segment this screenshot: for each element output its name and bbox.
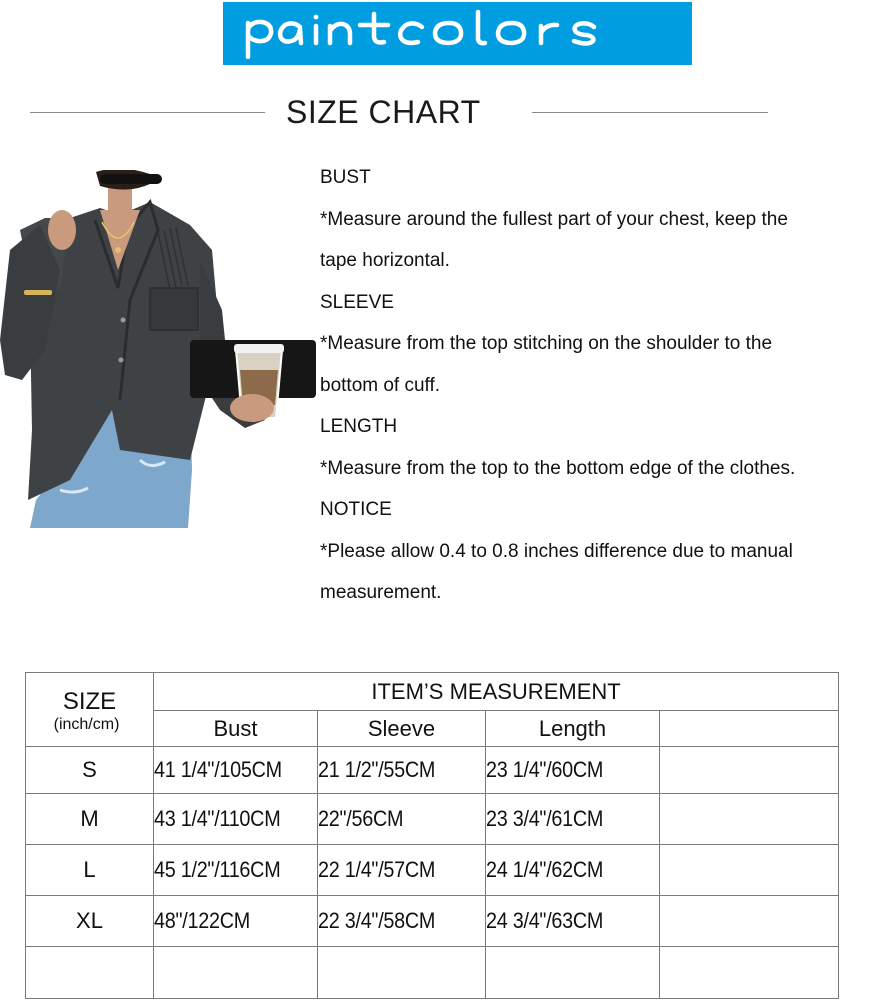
bust-cell — [154, 794, 318, 845]
note-notice-text: *Please allow 0.4 to 0.8 inches difference due to manual — [320, 540, 793, 562]
column-header-sleeve: Sleeve — [318, 711, 486, 747]
extra-cell — [660, 896, 839, 947]
table-header-row — [26, 673, 839, 711]
size-header: SIZE — [62, 687, 117, 715]
title-divider-right — [532, 112, 768, 113]
note-bust-label: BUST — [320, 167, 371, 188]
note-length-text: *Measure from the top to the bottom edge of the clothes. — [320, 457, 796, 479]
sleeve-value: 22 1/4"/57CM — [318, 857, 436, 882]
size-chart-heading — [0, 92, 870, 136]
size-header-cell — [26, 673, 154, 747]
brand-logo — [223, 2, 692, 65]
note-sleeve-text: *Measure from the top stitching on the shoulder to the — [320, 333, 773, 354]
length-value: 24 3/4"/63CM — [486, 908, 604, 933]
bust-cell — [154, 845, 318, 896]
length-cell — [486, 747, 660, 794]
bust-cell — [154, 947, 318, 999]
measurement-group-header: ITEM’S MEASUREMENT — [154, 673, 839, 711]
length-value: 23 3/4"/61CM — [486, 806, 604, 831]
table-row — [26, 794, 839, 845]
sleeve-cell — [318, 947, 486, 999]
unit-header: (inch/cm) — [53, 715, 120, 733]
note-notice-label: NOTICE — [320, 499, 392, 520]
sleeve-value: 22"/56CM — [318, 806, 404, 831]
size-table — [25, 672, 839, 999]
extra-cell — [660, 947, 839, 999]
table-row — [26, 947, 839, 999]
title-divider-left — [30, 112, 265, 113]
column-header-length: Length — [486, 711, 660, 747]
table-row — [26, 747, 839, 794]
note-sleeve-text-cont: bottom of cuff. — [320, 374, 441, 396]
note-bust-text-cont: tape horizontal. — [320, 250, 450, 271]
size-cell: S — [26, 747, 154, 794]
note-length-label: LENGTH — [320, 416, 398, 437]
product-photo — [0, 170, 316, 528]
length-cell — [486, 947, 660, 999]
size-cell: L — [26, 845, 154, 896]
page-title: SIZE CHART — [286, 94, 481, 130]
table-row — [26, 845, 839, 896]
column-header-empty — [660, 711, 839, 747]
length-value: 23 1/4"/60CM — [486, 757, 604, 782]
note-notice-text-cont: measurement. — [320, 582, 442, 603]
sleeve-cell — [318, 794, 486, 845]
extra-cell — [660, 794, 839, 845]
bust-value: 48"/122CM — [154, 908, 250, 933]
bust-value: 43 1/4"/110CM — [154, 806, 281, 831]
measurement-instructions — [320, 164, 870, 621]
extra-cell — [660, 747, 839, 794]
column-header-bust: Bust — [154, 711, 318, 747]
sleeve-cell — [318, 896, 486, 947]
model-illustration — [0, 170, 316, 528]
sleeve-value: 22 3/4"/58CM — [318, 908, 436, 933]
length-cell — [486, 794, 660, 845]
size-cell: M — [26, 794, 154, 845]
size-cell — [26, 947, 154, 999]
sleeve-value: 21 1/2"/55CM — [318, 757, 436, 782]
bust-value: 41 1/4"/105CM — [154, 757, 282, 782]
length-value: 24 1/4"/62CM — [486, 857, 604, 882]
sleeve-cell — [318, 845, 486, 896]
sleeve-cell — [318, 747, 486, 794]
length-cell — [486, 845, 660, 896]
table-row — [26, 896, 839, 947]
paintcolors-wordmark — [238, 9, 678, 59]
bust-value: 45 1/2"/116CM — [154, 857, 281, 882]
note-bust-text: *Measure around the fullest part of your chest, keep the — [320, 208, 788, 230]
length-cell — [486, 896, 660, 947]
size-cell: XL — [26, 896, 154, 947]
bust-cell — [154, 747, 318, 794]
extra-cell — [660, 845, 839, 896]
bust-cell — [154, 896, 318, 947]
note-sleeve-label: SLEEVE — [320, 291, 394, 313]
